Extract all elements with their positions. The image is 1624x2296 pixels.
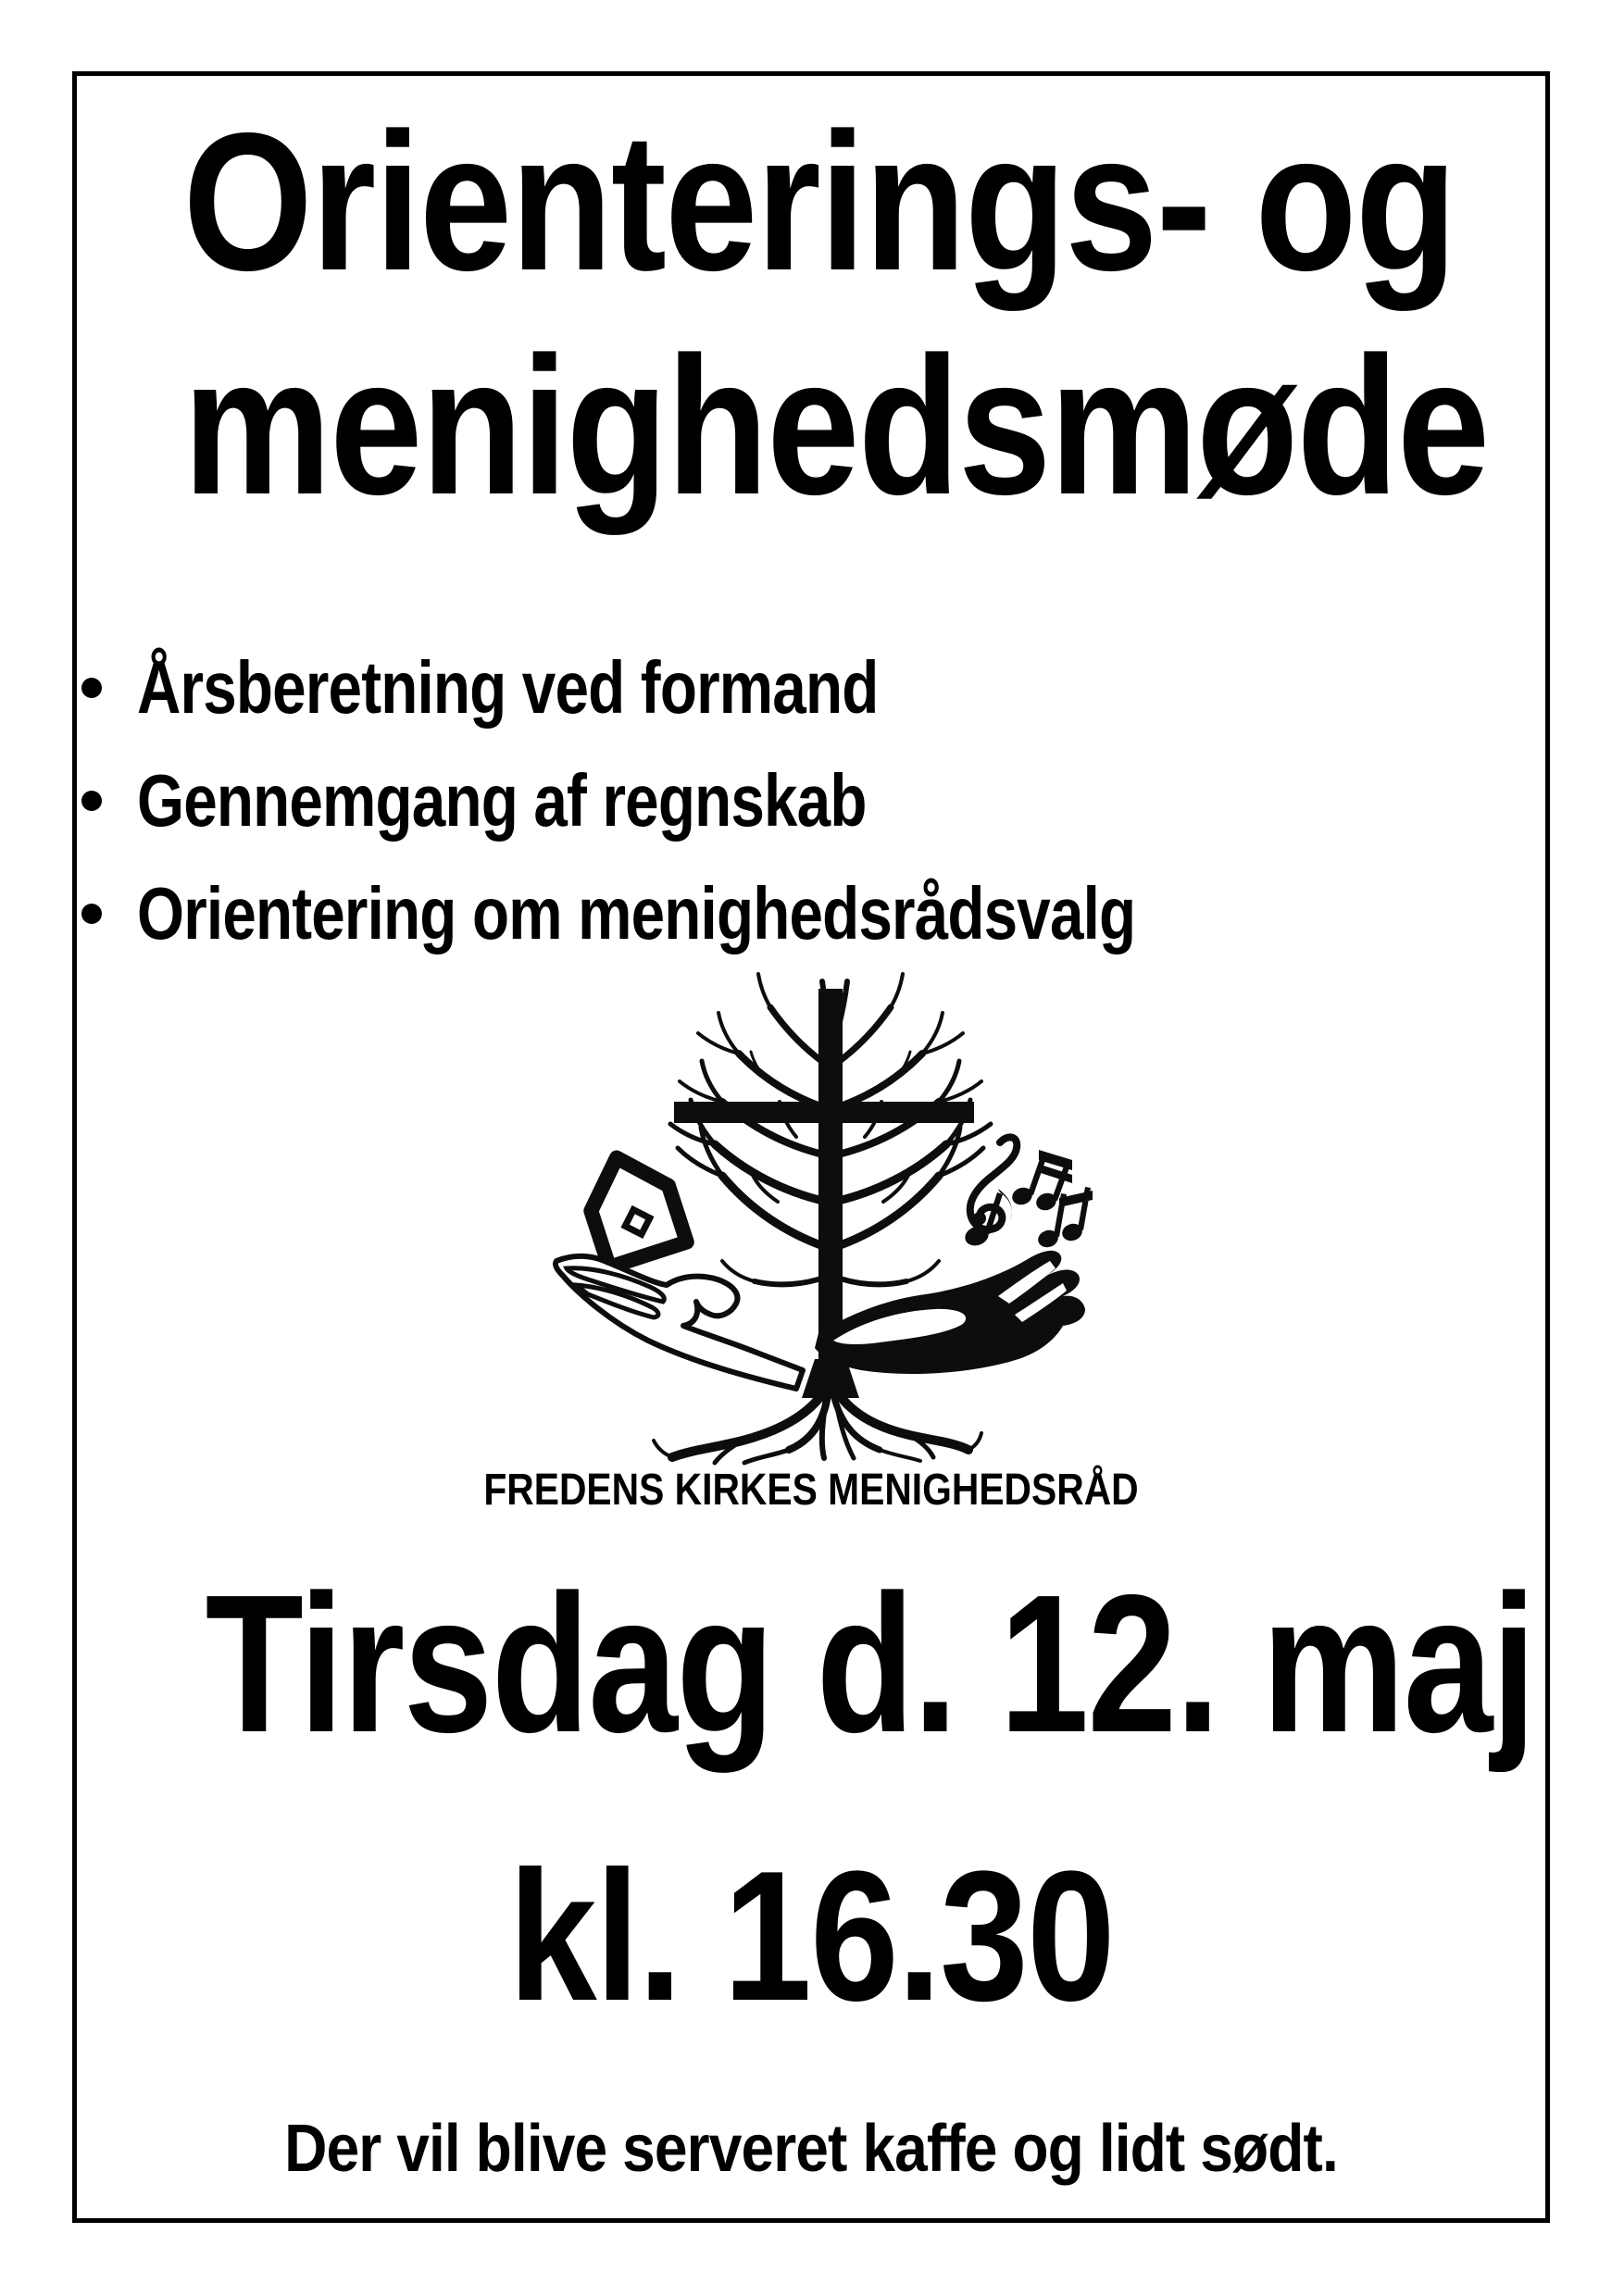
bullet-dot-icon [81, 791, 102, 811]
open-hand-right-icon [815, 1251, 1085, 1374]
poster-title-line1: Orienterings- og [182, 92, 1456, 311]
house-icon [578, 1145, 687, 1267]
agenda-item-label: Orientering om menighedsrådsvalg [137, 872, 1136, 955]
agenda-list [81, 631, 1355, 970]
date-line: Tirsdag d. 12. maj [205, 1554, 1535, 1773]
agenda-item-label: Gennemgang af regnskab [137, 759, 867, 842]
agenda-item [81, 857, 1355, 970]
footer-note: Der vil blive serveret kaffe og lidt sødt. [284, 2112, 1338, 2186]
bullet-dot-icon [81, 904, 102, 924]
church-council-logo [444, 970, 1185, 1470]
roots-icon [654, 1391, 981, 1463]
agenda-item [81, 631, 1355, 744]
agenda-item-label: Årsberetning ved formand [137, 646, 879, 729]
agenda-item [81, 744, 1355, 857]
music-notes-icon [962, 1150, 1093, 1250]
bullet-dot-icon [81, 678, 102, 698]
open-hand-left-icon [556, 1256, 803, 1389]
poster-title-line2: menighedsmøde [182, 316, 1489, 535]
logo-caption: FREDENS KIRKES MENIGHEDSRÅD [483, 1466, 1139, 1515]
time-line: kl. 16.30 [508, 1833, 1114, 2040]
